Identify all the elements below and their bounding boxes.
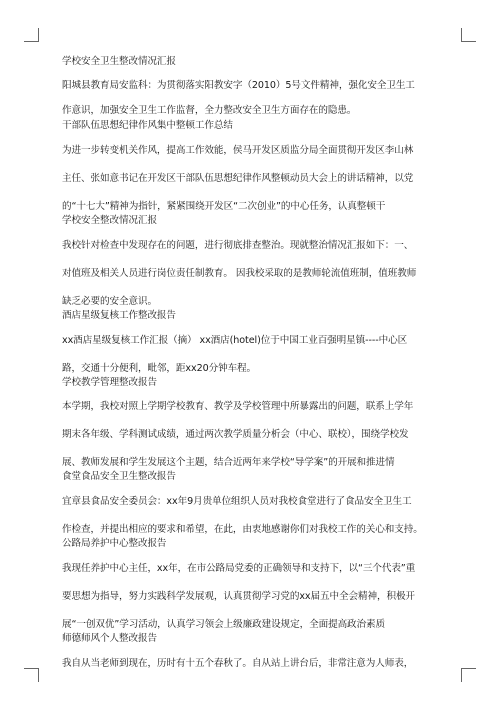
text-line: 要思想为指导，努力实践科学发展观，认真贯彻学习党的xx届五中全会精神，积极开 <box>62 591 415 602</box>
crop-mark-top-right-v <box>461 28 462 42</box>
text-line: 路，交通十分便利，毗邻，距xx20分钟车程。 <box>62 363 257 374</box>
crop-mark-bottom-left-v <box>38 668 39 682</box>
heading-school-safety-report: 学校安全卫生整改情况汇报 <box>62 56 176 67</box>
text-line: 我校针对检查中发现存在的问题，进行彻底排查整治。现就整治情况汇报如下：一、 <box>62 240 414 251</box>
text-line: 我自从当老师到现在，历时有十五个春秋了。自从站上讲台后，非常注意为人师表， <box>62 658 414 669</box>
crop-mark-bottom-left-h <box>24 668 38 669</box>
heading-cadre-rectification-summary: 干部队伍思想纪律作风集中整顿工作总结 <box>62 120 233 131</box>
crop-mark-bottom-right-v <box>461 668 462 682</box>
text-line: 缺乏必要的安全意识。 <box>62 296 157 307</box>
heading-school-teaching-management: 学校教学管理整改报告 <box>62 377 157 388</box>
text-line: xx酒店星级复核工作汇报（摘） xx酒店(hotel)位于中国工业百强明星镇----中心区 <box>62 335 408 346</box>
text-line: 作意识，加强安全卫生工作监督，全力整改安全卫生方面存在的隐患。 <box>62 105 357 116</box>
text-line: 我现任养护中心主任，xx年，在市公路局党委的正确领导和支持下，以“三个代表”重 <box>62 563 416 574</box>
heading-teacher-ethics-report: 师德师风个人整改报告 <box>62 633 157 644</box>
text-line: 宜章县食品安全委员会：xx年9月贵单位组织人员对我校食堂进行了食品安全卫生工 <box>62 496 412 507</box>
crop-mark-top-left-v <box>38 28 39 42</box>
text-line: 展“一创双优”学习活动，认真学习领会上级廉政建设规定，全面提高政治素质 <box>62 619 386 630</box>
crop-mark-top-left-h <box>24 41 38 42</box>
text-line: 作检查，并提出相应的要求和希望，在此，由衷地感谢你们对我校工作的关心和支持。 <box>62 524 423 535</box>
text-line: 的“十七大”精神为指针，紧紧围绕开发区“二次创业”的中心任务，认真整顿干 <box>62 201 386 212</box>
heading-canteen-food-safety: 食堂食品安全卫生整改报告 <box>62 471 176 482</box>
heading-highway-maintenance-center: 公路局养护中心整改报告 <box>62 538 167 549</box>
document-body <box>62 56 446 670</box>
heading-school-safety-rectification: 学校安全整改情况汇报 <box>62 215 157 226</box>
text-line: 期末各年级、学科测试成绩，通过两次教学质量分析会（中心、联校），围绕学校发 <box>62 429 409 440</box>
text-line: 阳城县教育局安监科：为贯彻落实阳教安字（2010）5号文件精神，强化安全卫生工 <box>62 80 415 91</box>
text-line: 本学期，我校对照上学期学校教育、教学及学校管理中所暴露出的问题，联系上学年 <box>62 401 414 412</box>
text-line: 主任、张如意书记在开发区干部队伍思想纪律作风整顿动员大会上的讲话精神，以党 <box>62 173 414 184</box>
text-line: 为进一步转变机关作风，提高工作效能，侯马开发区质监分局全面贯彻开发区李山林 <box>62 145 414 156</box>
text-line: 对值班及相关人员进行岗位责任制教育。 因我校采取的是教师轮流值班制，值班教师 <box>62 268 417 279</box>
text-line: 展、教师发展和学生发展这个主题，结合近两年来学校“导学案”的开展和推进情 <box>62 457 395 468</box>
crop-mark-top-right-h <box>462 41 476 42</box>
crop-mark-bottom-right-h <box>462 668 476 669</box>
heading-hotel-star-review: 酒店星级复核工作整改报告 <box>62 310 176 321</box>
